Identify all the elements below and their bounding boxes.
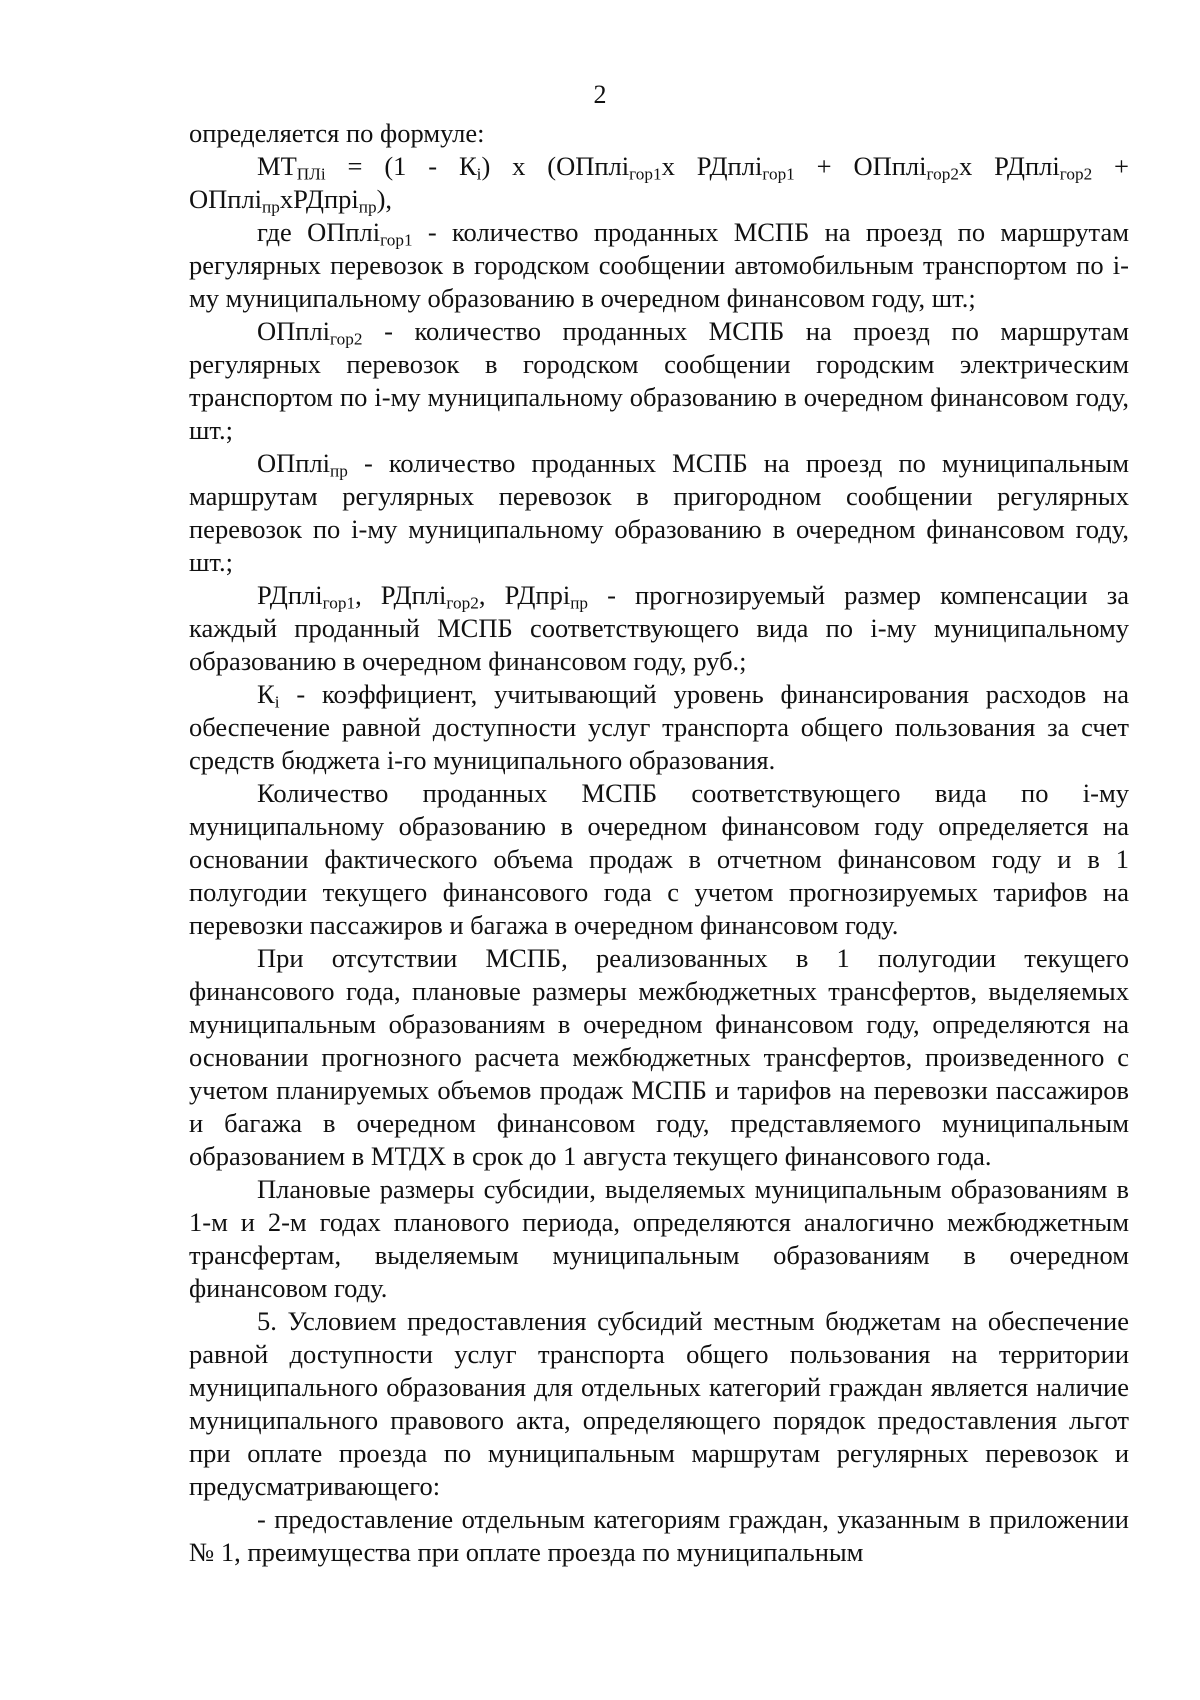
definition-opp-pr: ОПплі$_{пр}$ - количество проданных МСПБ на проезд по муниципальным маршрутам регулярных перевозок в пригородном сообщении регулярных перевозок по і-му муниципальному образованию в очередном финансовом году, шт.; <box>189 448 1129 577</box>
definition-rd: РДплі$_{гор1}$, РДплі$_{гор2}$, РДпрі$_{пр}$ - прогнозируемый размер компенсации за каждый проданный МСПБ соответствующего вида по і-му муниципальному образованию в очередном финансовом году, руб.; <box>189 580 1129 676</box>
paragraph-planned-subsidy: Плановые размеры субсидии, выделяемых муниципальным образованиям в 1-м и 2-м годах планового периода, определяются аналогично межбюджетным трансфертам, выделяемым муниципальным образованиям в очередном финансовом году. <box>189 1174 1129 1303</box>
definition-opp-gor2: ОПплі$_{гор2}$ - количество проданных МСПБ на проезд по маршрутам регулярных перевозок в городском сообщении городским электрическим транспортом по і-му муниципальному образованию в очередном финансовом году, шт.; <box>189 316 1129 445</box>
page-number: 2 <box>593 80 607 109</box>
formula: $МТ_{ПЛi} = (1 - К_i)$ х (ОПплі$_{гор1}$х РДплі$_{гор1}$ + ОПплі$_{гор2}$х РДплі$_{гор2}$ + ОПплі$_{пр}$хРДпрі$_{пр}$), <box>189 151 1130 217</box>
document-body <box>189 117 1129 1569</box>
list-item-benefits: - предоставление отдельным категориям граждан, указанным в приложении № 1, преимущества при оплате проезда по муниципальным <box>189 1504 1129 1567</box>
definition-k: $К_i$ - коэффициент, учитывающий уровень финансирования расходов на обеспечение равной доступности услуг транспорта общего пользования за счет средств бюджета і-го муниципального образования. <box>189 679 1129 775</box>
paragraph-condition-5: 5. Условием предоставления субсидий местным бюджетам на обеспечение равной доступности услуг транспорта общего пользования на территории муниципального образования для отдельных категорий граждан является наличие муниципального правового акта, определяющего порядок предоставления льгот при оплате проезда по муниципальным маршрутам регулярных перевозок и предусматривающего: <box>189 1306 1129 1501</box>
paragraph-sales-quantity: Количество проданных МСПБ соответствующего вида по і-му муниципальному образованию в очередном финансовом году определяется на основании фактического объема продаж в отчетном финансовом году и в 1 полугодии текущего финансового года с учетом прогнозируемых тарифов на перевозки пассажиров и багажа в очередном финансовом году. <box>189 778 1129 940</box>
paragraph-no-sales: При отсутствии МСПБ, реализованных в 1 полугодии текущего финансового года, плановые размеры межбюджетных трансфертов, выделяемых муниципальным образованиям в очередном финансовом году, определяются на основании прогнозного расчета межбюджетных трансфертов, произведенного с учетом планируемых объемов продаж МСПБ и тарифов на перевозки пассажиров и багажа в очередном финансовом году, представляемого муниципальным образованием в МТДХ в срок до 1 августа текущего финансового года. <box>189 943 1129 1171</box>
definition-opp-gor1: где ОПплі$_{гор1}$ - количество проданных МСПБ на проезд по маршрутам регулярных перевозок в городском сообщении автомобильным транспортом по і-му муниципальному образованию в очередном финансовом году, шт.; <box>189 217 1129 313</box>
formula-intro: определяется по формуле: <box>189 118 485 148</box>
